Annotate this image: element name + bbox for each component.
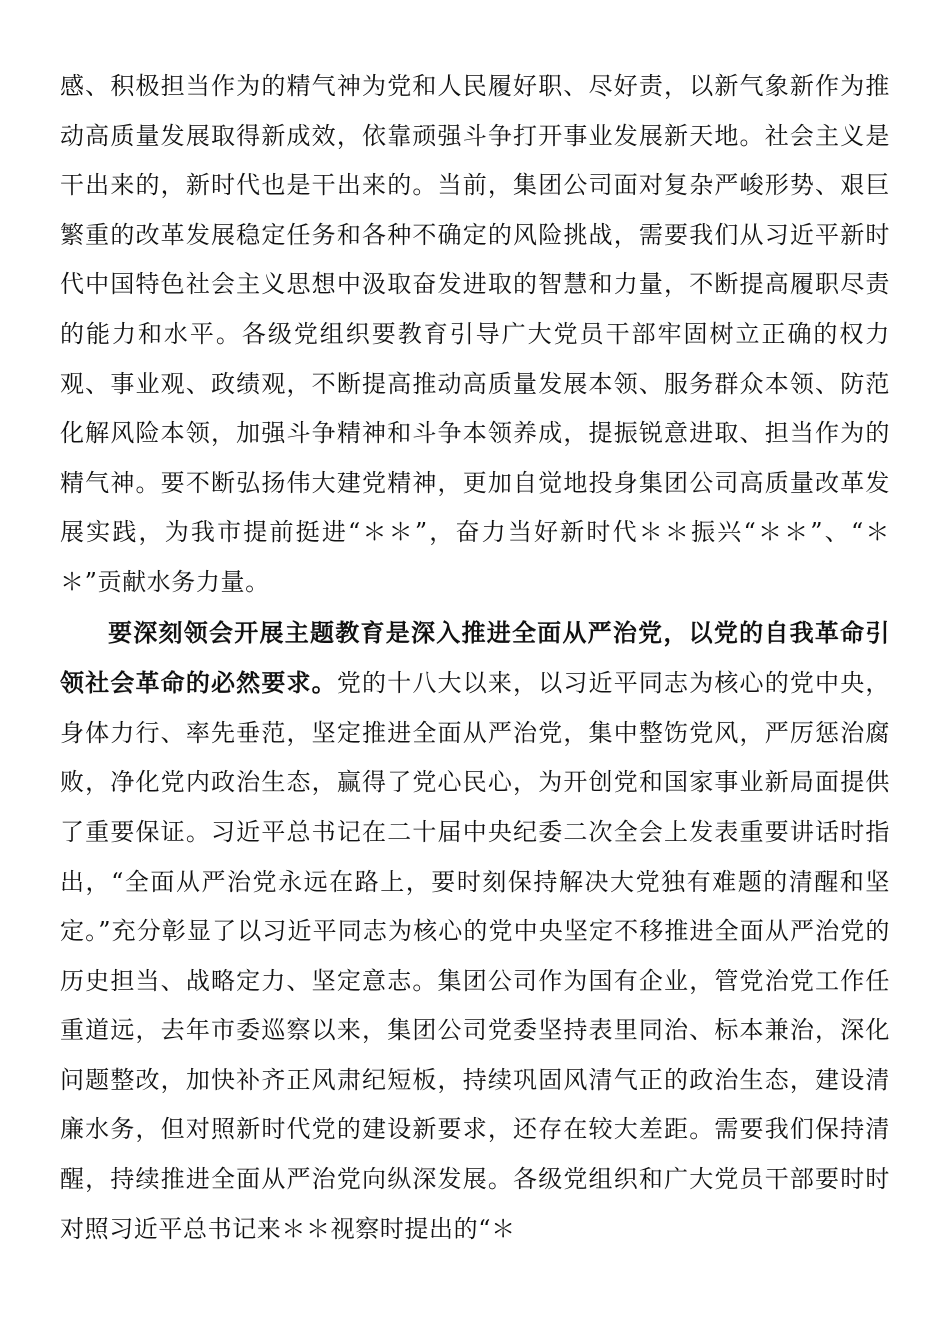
paragraph-continuation: 感、积极担当作为的精气神为党和人民履好职、尽好责，以新气象新作为推动高质量发展取得新成效，依靠顽强斗争打开事业发展新天地。社会主义是干出来的，新时代也是干出来的。当前，集团公司面对复杂严峻形势、艰巨繁重的改革发展稳定任务和各种不确定的风险挑战，需要我们从习近平新时代中国特色社会主义思想中汲取奋发进取的智慧和力量，不断提高履职尽责的能力和水平。各级党组织要教育引导广大党员干部牢固树立正确的权力观、事业观、政绩观，不断提高推动高质量发展本领、服务群众本领、防范化解风险本领，加强斗争精神和斗争本领养成，提振锐意进取、担当作为的精气神。要不断弘扬伟大建党精神，更加自觉地投身集团公司高质量改革发展实践，为我市提前挺进“＊＊”，奋力当好新时代＊＊振兴“＊＊”、“＊＊”贡献水务力量。 [60, 72, 890, 596]
paragraph-theme-education [60, 608, 890, 1255]
document-page [60, 62, 890, 1254]
paragraph-body-text: 党的十八大以来，以习近平同志为核心的党中央，身体力行、率先垂范，坚定推进全面从严治党，集中整饬党风，严厉惩治腐败，净化党内政治生态，赢得了党心民心，为开创党和国家事业新局面提供了重要保证。习近平总书记在二十届中央纪委二次全会上发表重要讲话时指出，“全面从严治党永远在路上，要时刻保持解决大党独有难题的清醒和坚定。”充分彰显了以习近平同志为核心的党中央坚定不移推进全面从严治党的历史担当、战略定力、坚定意志。集团公司作为国有企业，管党治党工作任重道远，去年市委巡察以来，集团公司党委坚持表里同治、标本兼治，深化问题整改，加快补齐正风肃纪短板，持续巩固风清气正的政治生态，建设清廉水务，但对照新时代党的建设新要求，还存在较大差距。需要我们保持清醒，持续推进全面从严治党向纵深发展。各级党组织和广大党员干部要时时对照习近平总书记来＊＊视察时提出的“＊ [60, 669, 890, 1243]
paragraph-lead-sentence: 要深刻领会开展主题教育是深入推进全面从严治党，以党的自我革命引领社会革命的必然要求。 [60, 617, 890, 698]
